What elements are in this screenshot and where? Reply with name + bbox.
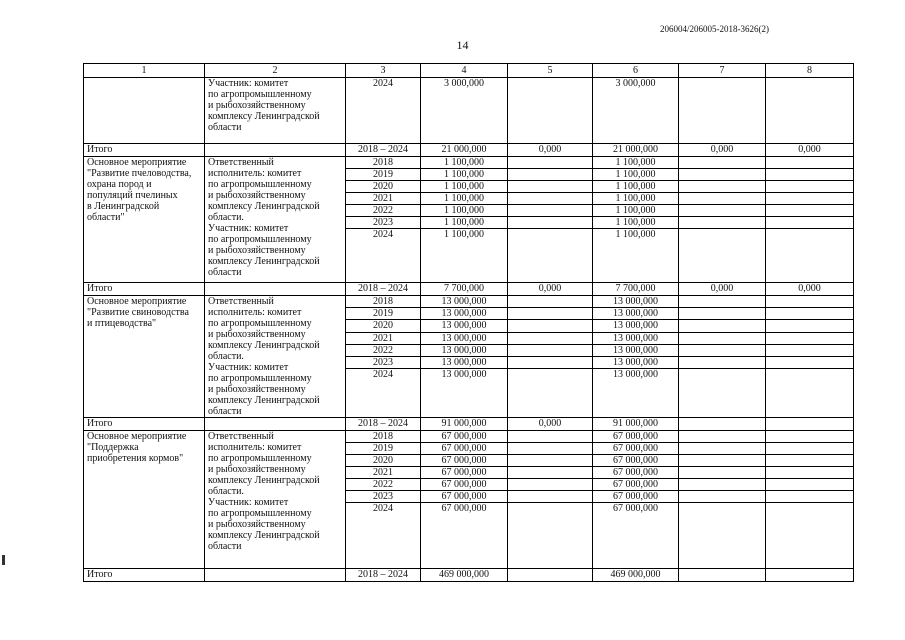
value-cell: 469 000,000 bbox=[593, 569, 679, 582]
value-cell bbox=[766, 369, 854, 418]
executor-line: по агропромышленному bbox=[208, 453, 312, 464]
total-row bbox=[84, 144, 854, 157]
value-cell bbox=[766, 467, 854, 479]
executor-line: и рыбохозяйственному bbox=[208, 190, 306, 201]
activity-title-line: "Развитие свиноводства bbox=[87, 307, 189, 318]
value-cell bbox=[679, 455, 766, 467]
value-cell bbox=[766, 308, 854, 320]
value-cell: 7 700,000 bbox=[593, 283, 679, 296]
value-cell: 1 100,000 bbox=[593, 217, 679, 229]
year-cell: 2020 bbox=[346, 320, 421, 332]
activity-title-line: в Ленинградской bbox=[87, 201, 160, 212]
value-cell bbox=[679, 344, 766, 356]
value-cell bbox=[679, 332, 766, 344]
value-cell bbox=[679, 320, 766, 332]
total-label: Итого bbox=[84, 144, 205, 157]
value-cell: 1 100,000 bbox=[421, 217, 508, 229]
value-cell: 67 000,000 bbox=[421, 431, 508, 443]
value-cell: 67 000,000 bbox=[593, 443, 679, 455]
year-cell: 2020 bbox=[346, 455, 421, 467]
value-cell: 1 100,000 bbox=[421, 157, 508, 169]
value-cell bbox=[508, 193, 593, 205]
table-row bbox=[84, 431, 854, 443]
value-cell bbox=[679, 205, 766, 217]
value-cell: 21 000,000 bbox=[593, 144, 679, 157]
table-row bbox=[84, 157, 854, 169]
value-cell bbox=[679, 479, 766, 491]
executor-line: комплексу Ленинградской bbox=[208, 395, 320, 406]
total-label: Итого bbox=[84, 283, 205, 296]
executor-line: по агропромышленному bbox=[208, 234, 312, 245]
activity-title-line: приобретения кормов" bbox=[87, 453, 184, 464]
year-cell: 2021 bbox=[346, 332, 421, 344]
value-cell: 67 000,000 bbox=[421, 503, 508, 569]
value-cell bbox=[508, 229, 593, 283]
executor-line: комплексу Ленинградской bbox=[208, 201, 320, 212]
value-cell bbox=[508, 479, 593, 491]
executor-line: Участник: комитет bbox=[208, 362, 289, 373]
executor-line: по агропромышленному bbox=[208, 89, 312, 100]
value-cell: 67 000,000 bbox=[421, 491, 508, 503]
value-cell bbox=[766, 503, 854, 569]
executor-cell bbox=[205, 157, 346, 283]
value-cell: 0,000 bbox=[508, 283, 593, 296]
value-cell: 67 000,000 bbox=[593, 431, 679, 443]
executor-line: и рыбохозяйственному bbox=[208, 384, 306, 395]
value-cell: 91 000,000 bbox=[421, 418, 508, 431]
value-cell: 3 000,000 bbox=[421, 78, 508, 144]
years-range: 2018 – 2024 bbox=[346, 144, 421, 157]
year-cell: 2019 bbox=[346, 308, 421, 320]
year-cell: 2018 bbox=[346, 431, 421, 443]
document-code: 206004/206005-2018-3626(2) bbox=[660, 24, 769, 34]
executor-line: Ответственный bbox=[208, 296, 274, 307]
year-cell: 2023 bbox=[346, 356, 421, 368]
year-cell: 2022 bbox=[346, 344, 421, 356]
value-cell bbox=[766, 157, 854, 169]
value-cell: 91 000,000 bbox=[593, 418, 679, 431]
value-cell: 67 000,000 bbox=[421, 479, 508, 491]
column-header: 6 bbox=[593, 64, 679, 78]
value-cell bbox=[766, 217, 854, 229]
executor-line: области bbox=[208, 406, 242, 417]
years-range: 2018 – 2024 bbox=[346, 418, 421, 431]
column-header: 2 bbox=[205, 64, 346, 78]
activity-title-line: охрана пород и bbox=[87, 179, 152, 190]
column-header: 7 bbox=[679, 64, 766, 78]
value-cell bbox=[508, 217, 593, 229]
year-cell: 2024 bbox=[346, 369, 421, 418]
value-cell bbox=[679, 369, 766, 418]
activity-title-line: Основное мероприятие bbox=[87, 431, 187, 442]
executor-cell bbox=[205, 569, 346, 582]
executor-line: по агропромышленному bbox=[208, 508, 312, 519]
value-cell: 0,000 bbox=[679, 283, 766, 296]
executor-line: и рыбохозяйственному bbox=[208, 519, 306, 530]
value-cell: 67 000,000 bbox=[593, 455, 679, 467]
value-cell bbox=[679, 431, 766, 443]
value-cell bbox=[679, 418, 766, 431]
year-cell: 2018 bbox=[346, 157, 421, 169]
value-cell bbox=[508, 296, 593, 308]
value-cell bbox=[508, 569, 593, 582]
value-cell: 13 000,000 bbox=[421, 320, 508, 332]
value-cell: 13 000,000 bbox=[593, 369, 679, 418]
value-cell: 1 100,000 bbox=[593, 181, 679, 193]
activity-title-line: и птицеводства" bbox=[87, 318, 157, 329]
value-cell bbox=[679, 181, 766, 193]
value-cell: 13 000,000 bbox=[593, 344, 679, 356]
table-row bbox=[84, 78, 854, 144]
value-cell bbox=[508, 467, 593, 479]
executor-cell bbox=[205, 283, 346, 296]
activity-title-cell bbox=[84, 296, 205, 418]
executor-cell bbox=[205, 431, 346, 569]
year-cell: 2018 bbox=[346, 296, 421, 308]
executor-cell bbox=[205, 144, 346, 157]
value-cell bbox=[766, 431, 854, 443]
year-cell: 2022 bbox=[346, 479, 421, 491]
value-cell: 0,000 bbox=[679, 144, 766, 157]
value-cell: 1 100,000 bbox=[421, 169, 508, 181]
value-cell bbox=[508, 344, 593, 356]
program-table bbox=[83, 63, 854, 582]
value-cell: 13 000,000 bbox=[421, 296, 508, 308]
value-cell: 13 000,000 bbox=[421, 308, 508, 320]
activity-title-line: "Поддержка bbox=[87, 442, 139, 453]
value-cell bbox=[766, 169, 854, 181]
value-cell bbox=[766, 193, 854, 205]
value-cell bbox=[766, 491, 854, 503]
executor-line: по агропромышленному bbox=[208, 373, 312, 384]
executor-cell bbox=[205, 418, 346, 431]
value-cell: 1 100,000 bbox=[593, 229, 679, 283]
executor-line: Участник: комитет bbox=[208, 497, 289, 508]
executor-line: области. bbox=[208, 351, 244, 362]
value-cell: 21 000,000 bbox=[421, 144, 508, 157]
value-cell bbox=[508, 320, 593, 332]
activity-title-line: Основное мероприятие bbox=[87, 157, 187, 168]
years-range: 2018 – 2024 bbox=[346, 569, 421, 582]
value-cell bbox=[766, 418, 854, 431]
activity-title-line: "Развитие пчеловодства, bbox=[87, 168, 192, 179]
year-cell: 2024 bbox=[346, 78, 421, 144]
value-cell bbox=[679, 503, 766, 569]
value-cell bbox=[766, 356, 854, 368]
executor-line: и рыбохозяйственному bbox=[208, 245, 306, 256]
value-cell bbox=[508, 503, 593, 569]
year-cell: 2020 bbox=[346, 181, 421, 193]
value-cell bbox=[766, 443, 854, 455]
total-row bbox=[84, 418, 854, 431]
value-cell bbox=[679, 229, 766, 283]
value-cell bbox=[766, 569, 854, 582]
value-cell: 0,000 bbox=[766, 144, 854, 157]
value-cell bbox=[508, 308, 593, 320]
value-cell: 1 100,000 bbox=[593, 193, 679, 205]
year-cell: 2024 bbox=[346, 503, 421, 569]
activity-title-line: области" bbox=[87, 212, 125, 223]
value-cell: 1 100,000 bbox=[421, 193, 508, 205]
year-cell: 2021 bbox=[346, 467, 421, 479]
value-cell: 1 100,000 bbox=[593, 205, 679, 217]
value-cell: 13 000,000 bbox=[593, 296, 679, 308]
value-cell bbox=[508, 181, 593, 193]
executor-line: Ответственный bbox=[208, 431, 274, 442]
year-cell: 2019 bbox=[346, 169, 421, 181]
value-cell bbox=[679, 569, 766, 582]
value-cell: 67 000,000 bbox=[593, 467, 679, 479]
value-cell: 469 000,000 bbox=[421, 569, 508, 582]
value-cell: 13 000,000 bbox=[593, 320, 679, 332]
value-cell: 13 000,000 bbox=[593, 356, 679, 368]
activity-title-line: популяций пчелиных bbox=[87, 190, 178, 201]
value-cell bbox=[508, 205, 593, 217]
value-cell: 13 000,000 bbox=[421, 356, 508, 368]
executor-line: исполнитель: комитет bbox=[208, 307, 302, 318]
executor-line: Участник: комитет bbox=[208, 78, 289, 89]
value-cell bbox=[679, 491, 766, 503]
value-cell bbox=[508, 443, 593, 455]
value-cell: 67 000,000 bbox=[421, 467, 508, 479]
value-cell bbox=[679, 308, 766, 320]
value-cell: 3 000,000 bbox=[593, 78, 679, 144]
executor-line: области. bbox=[208, 486, 244, 497]
value-cell: 67 000,000 bbox=[593, 491, 679, 503]
value-cell: 1 100,000 bbox=[421, 181, 508, 193]
value-cell: 1 100,000 bbox=[593, 157, 679, 169]
value-cell: 7 700,000 bbox=[421, 283, 508, 296]
value-cell bbox=[766, 229, 854, 283]
value-cell bbox=[679, 157, 766, 169]
value-cell bbox=[766, 479, 854, 491]
activity-title-cell bbox=[84, 157, 205, 283]
year-cell: 2019 bbox=[346, 443, 421, 455]
activity-title-cell bbox=[84, 431, 205, 569]
total-row bbox=[84, 569, 854, 582]
value-cell bbox=[679, 78, 766, 144]
activity-title-line: Основное мероприятие bbox=[87, 296, 187, 307]
value-cell bbox=[766, 296, 854, 308]
executor-line: комплексу Ленинградской bbox=[208, 111, 320, 122]
value-cell bbox=[679, 217, 766, 229]
value-cell bbox=[508, 455, 593, 467]
executor-line: и рыбохозяйственному bbox=[208, 464, 306, 475]
value-cell: 67 000,000 bbox=[421, 443, 508, 455]
value-cell: 13 000,000 bbox=[421, 369, 508, 418]
executor-line: Участник: комитет bbox=[208, 223, 289, 234]
value-cell bbox=[508, 369, 593, 418]
executor-line: комплексу Ленинградской bbox=[208, 340, 320, 351]
total-row bbox=[84, 283, 854, 296]
executor-line: Ответственный bbox=[208, 157, 274, 168]
column-header: 4 bbox=[421, 64, 508, 78]
value-cell: 0,000 bbox=[766, 283, 854, 296]
total-label: Итого bbox=[84, 569, 205, 582]
executor-cell bbox=[205, 296, 346, 418]
years-range: 2018 – 2024 bbox=[346, 283, 421, 296]
value-cell bbox=[766, 78, 854, 144]
year-cell: 2022 bbox=[346, 205, 421, 217]
executor-line: комплексу Ленинградской bbox=[208, 530, 320, 541]
executor-line: исполнитель: комитет bbox=[208, 442, 302, 453]
executor-line: области bbox=[208, 267, 242, 278]
value-cell bbox=[766, 205, 854, 217]
total-label: Итого bbox=[84, 418, 205, 431]
value-cell bbox=[508, 431, 593, 443]
value-cell bbox=[508, 332, 593, 344]
value-cell bbox=[766, 332, 854, 344]
executor-line: по агропромышленному bbox=[208, 318, 312, 329]
value-cell bbox=[508, 169, 593, 181]
year-cell: 2023 bbox=[346, 491, 421, 503]
value-cell bbox=[508, 491, 593, 503]
value-cell: 13 000,000 bbox=[421, 344, 508, 356]
scan-edge-mark bbox=[2, 555, 5, 565]
value-cell: 0,000 bbox=[508, 144, 593, 157]
executor-line: комплексу Ленинградской bbox=[208, 256, 320, 267]
value-cell bbox=[679, 296, 766, 308]
value-cell bbox=[679, 443, 766, 455]
column-header: 5 bbox=[508, 64, 593, 78]
value-cell: 67 000,000 bbox=[593, 503, 679, 569]
value-cell: 0,000 bbox=[508, 418, 593, 431]
value-cell bbox=[766, 181, 854, 193]
year-cell: 2023 bbox=[346, 217, 421, 229]
page-number: 14 bbox=[456, 38, 469, 52]
value-cell: 67 000,000 bbox=[421, 455, 508, 467]
executor-line: и рыбохозяйственному bbox=[208, 329, 306, 340]
column-header-row bbox=[84, 64, 854, 78]
executor-line: области bbox=[208, 541, 242, 552]
value-cell: 13 000,000 bbox=[593, 332, 679, 344]
value-cell: 13 000,000 bbox=[593, 308, 679, 320]
value-cell bbox=[679, 356, 766, 368]
column-header: 1 bbox=[84, 64, 205, 78]
value-cell bbox=[766, 344, 854, 356]
activity-cell bbox=[84, 78, 205, 144]
executor-line: комплексу Ленинградской bbox=[208, 475, 320, 486]
executor-line: и рыбохозяйственному bbox=[208, 100, 306, 111]
value-cell bbox=[679, 193, 766, 205]
value-cell bbox=[679, 169, 766, 181]
value-cell bbox=[679, 467, 766, 479]
value-cell: 1 100,000 bbox=[593, 169, 679, 181]
executor-line: области. bbox=[208, 212, 244, 223]
year-cell: 2021 bbox=[346, 193, 421, 205]
value-cell: 13 000,000 bbox=[421, 332, 508, 344]
column-header: 3 bbox=[346, 64, 421, 78]
value-cell bbox=[766, 320, 854, 332]
executor-line: области bbox=[208, 122, 242, 133]
value-cell bbox=[508, 78, 593, 144]
table-row bbox=[84, 296, 854, 308]
column-header: 8 bbox=[766, 64, 854, 78]
executor-line: исполнитель: комитет bbox=[208, 168, 302, 179]
executor-cell bbox=[205, 78, 346, 144]
value-cell: 67 000,000 bbox=[593, 479, 679, 491]
value-cell: 1 100,000 bbox=[421, 229, 508, 283]
value-cell bbox=[508, 157, 593, 169]
year-cell: 2024 bbox=[346, 229, 421, 283]
executor-line: по агропромышленному bbox=[208, 179, 312, 190]
value-cell bbox=[508, 356, 593, 368]
value-cell: 1 100,000 bbox=[421, 205, 508, 217]
value-cell bbox=[766, 455, 854, 467]
